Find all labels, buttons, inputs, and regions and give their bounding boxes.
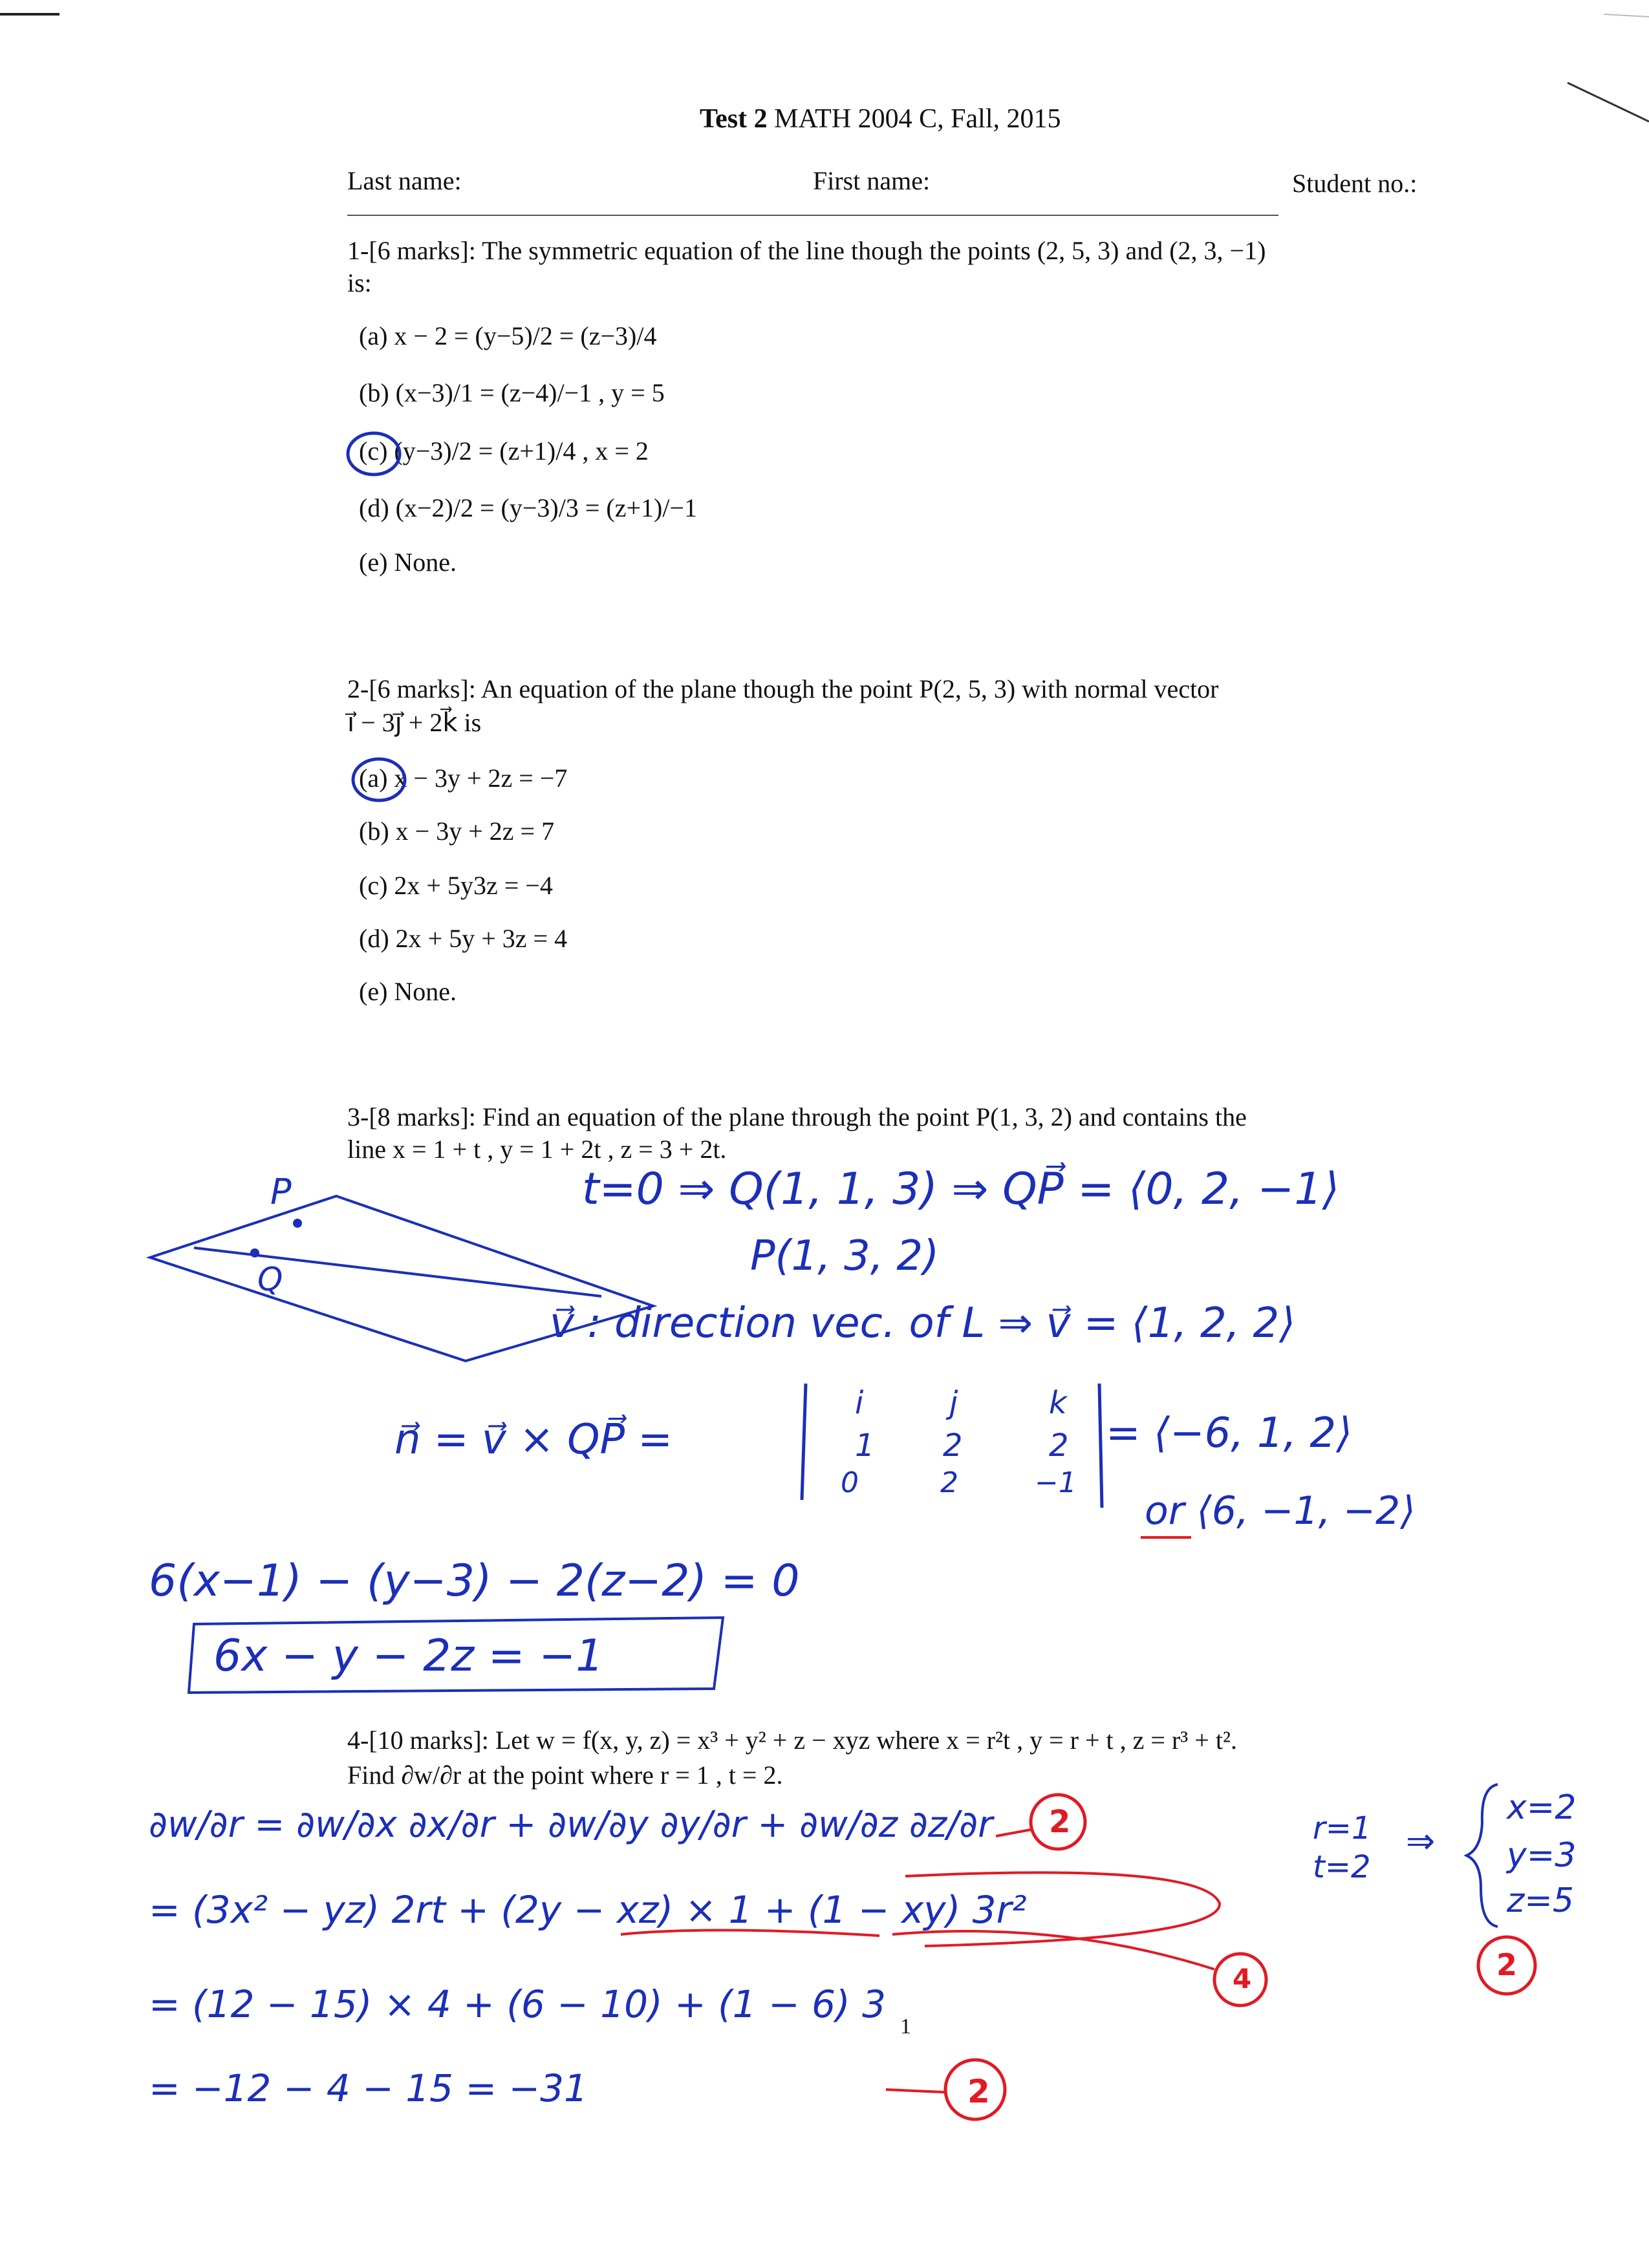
q4-prompt-line2: Find ∂w/∂r at the point where r = 1 , t = 2. — [347, 1760, 783, 1790]
q4-z-value: z=5 — [1507, 1881, 1574, 1920]
q3-work-line2: P(1, 3, 2) — [750, 1232, 940, 1280]
grade-mark-chain-rule: 2 — [1049, 1804, 1071, 1840]
page-number: 1 — [900, 2015, 911, 2038]
grade-arrow — [886, 2090, 944, 2092]
q3-work-line4-right: = ⟨−6, 1, 2⟩ — [1106, 1409, 1353, 1457]
student-no-label: Student no.: — [1292, 169, 1417, 198]
det-cell: −1 — [1035, 1466, 1077, 1499]
q3-work-line5: or ⟨6, −1, −2⟩ — [1145, 1488, 1416, 1534]
q2-prompt-line2: i⃗ − 3j⃗ + 2k⃗ is — [347, 708, 482, 737]
q4-given-r: r=1 — [1313, 1810, 1372, 1846]
plane-sketch — [150, 1196, 653, 1361]
q1-answer-circle — [348, 433, 400, 475]
det-cell: i — [855, 1385, 864, 1421]
q2-option-e: (e) None. — [359, 977, 457, 1006]
grade-circle — [945, 2060, 1005, 2119]
scan-mark — [1568, 83, 1649, 122]
det-bar-left — [802, 1384, 806, 1500]
grade-mark-final: 2 — [967, 2073, 990, 2110]
grade-mark-given: 2 — [1496, 1947, 1518, 1982]
q2-answer-circle — [353, 759, 405, 800]
q4-implies-arrow: ⇒ — [1406, 1821, 1436, 1861]
q1-option-d: (d) (x−2)/2 = (y−3)/3 = (z+1)/−1 — [359, 493, 698, 522]
q4-chain-rule: ∂w/∂r = ∂w/∂x ∂x/∂r + ∂w/∂y ∂y/∂r + ∂w/∂z ∂z/∂r — [149, 1804, 993, 1846]
step1-underline — [621, 1930, 879, 1936]
q4-given-t: t=2 — [1313, 1849, 1371, 1885]
det-cell: 2 — [943, 1428, 963, 1464]
q3-work-line1: t=0 ⇒ Q(1, 1, 3) ⇒ QP⃗ = ⟨0, 2, −1⟩ — [582, 1164, 1340, 1215]
q1-option-b: (b) (x−3)/1 = (z−4)/−1 , y = 5 — [359, 378, 665, 407]
q3-sketch-label-p: P — [270, 1171, 292, 1212]
det-bar-right — [1099, 1384, 1102, 1508]
q4-x-value: x=2 — [1507, 1788, 1577, 1827]
q3-work-line4-left: n⃗ = v⃗ × QP⃗ = — [394, 1416, 673, 1464]
point-p-dot — [293, 1219, 302, 1228]
grade-mark-step1: 4 — [1233, 1963, 1252, 1995]
point-q-dot — [250, 1248, 259, 1257]
q1-option-e: (e) None. — [359, 548, 457, 577]
q3-work-line3: v⃗ : direction vec. of L ⇒ v⃗ = ⟨1, 2, 2⟩ — [550, 1300, 1296, 1347]
det-cell: j — [949, 1385, 958, 1421]
det-cell: 1 — [855, 1428, 875, 1464]
title-test-number: Test 2 — [700, 104, 768, 134]
q1-prompt-line2: is: — [347, 268, 372, 297]
q3-work-line6: 6(x−1) − (y−3) − 2(z−2) = 0 — [149, 1556, 800, 1607]
answer-box — [189, 1618, 723, 1693]
q2-option-a: (a) x − 3y + 2z = −7 — [359, 764, 568, 793]
q4-prompt-line1: 4-[10 marks]: Let w = f(x, y, z) = x³ + y² + z − xyz where x = r²t , y = r + t , z = r³ + t². — [347, 1726, 1237, 1755]
grade-circle — [1031, 1795, 1085, 1849]
det-cell: 2 — [1049, 1428, 1069, 1464]
det-cell: 0 — [841, 1466, 859, 1499]
q1-option-a: (a) x − 2 = (y−5)/2 = (z−3)/4 — [359, 321, 657, 350]
title-course: MATH 2004 C, Fall, 2015 — [774, 104, 1061, 134]
q4-step1: = (3x² − yz) 2rt + (2y − xz) × 1 + (1 − xy) 3r² — [149, 1888, 1027, 1932]
q4-y-value: y=3 — [1507, 1836, 1577, 1875]
q3-sketch-label-q: Q — [257, 1261, 283, 1298]
q2-option-c: (c) 2x + 5y3z = −4 — [359, 871, 553, 900]
q2-prompt-line1: 2-[6 marks]: An equation of the plane though the point P(2, 5, 3) with normal vector — [347, 674, 1219, 703]
q3-prompt-line2: line x = 1 + t , y = 1 + 2t , z = 3 + 2t. — [347, 1135, 727, 1164]
first-name-label: First name: — [813, 166, 931, 195]
given-brace — [1467, 1784, 1498, 1927]
scan-mark — [1604, 14, 1649, 17]
q4-step2: = (12 − 15) × 4 + (6 − 10) + (1 − 6) 3 — [149, 1982, 886, 2026]
q1-prompt-line1: 1-[6 marks]: The symmetric equation of the line though the points (2, 5, 3) and (2, 3, −1) — [347, 236, 1266, 265]
q4-step3: = −12 − 4 − 15 = −31 — [149, 2066, 588, 2110]
q1-option-c: (c) (y−3)/2 = (z+1)/4 , x = 2 — [359, 436, 649, 465]
q3-prompt-line1: 3-[8 marks]: Find an equation of the plane through the point P(1, 3, 2) and contains the — [347, 1102, 1247, 1131]
q3-final-answer: 6x − y − 2z = −1 — [213, 1631, 604, 1682]
q2-option-b: (b) x − 3y + 2z = 7 — [359, 817, 555, 846]
det-cell: 2 — [940, 1466, 958, 1499]
grade-arrow — [996, 1830, 1031, 1836]
step1-bracket — [905, 1872, 1220, 1946]
grade-arrow — [892, 1931, 1214, 1969]
det-cell: k — [1049, 1385, 1067, 1421]
q2-option-d: (d) 2x + 5y + 3z = 4 — [359, 924, 568, 953]
last-name-label: Last name: — [347, 166, 462, 195]
grade-circle — [1214, 1954, 1266, 2006]
grade-circle — [1478, 1937, 1535, 1994]
